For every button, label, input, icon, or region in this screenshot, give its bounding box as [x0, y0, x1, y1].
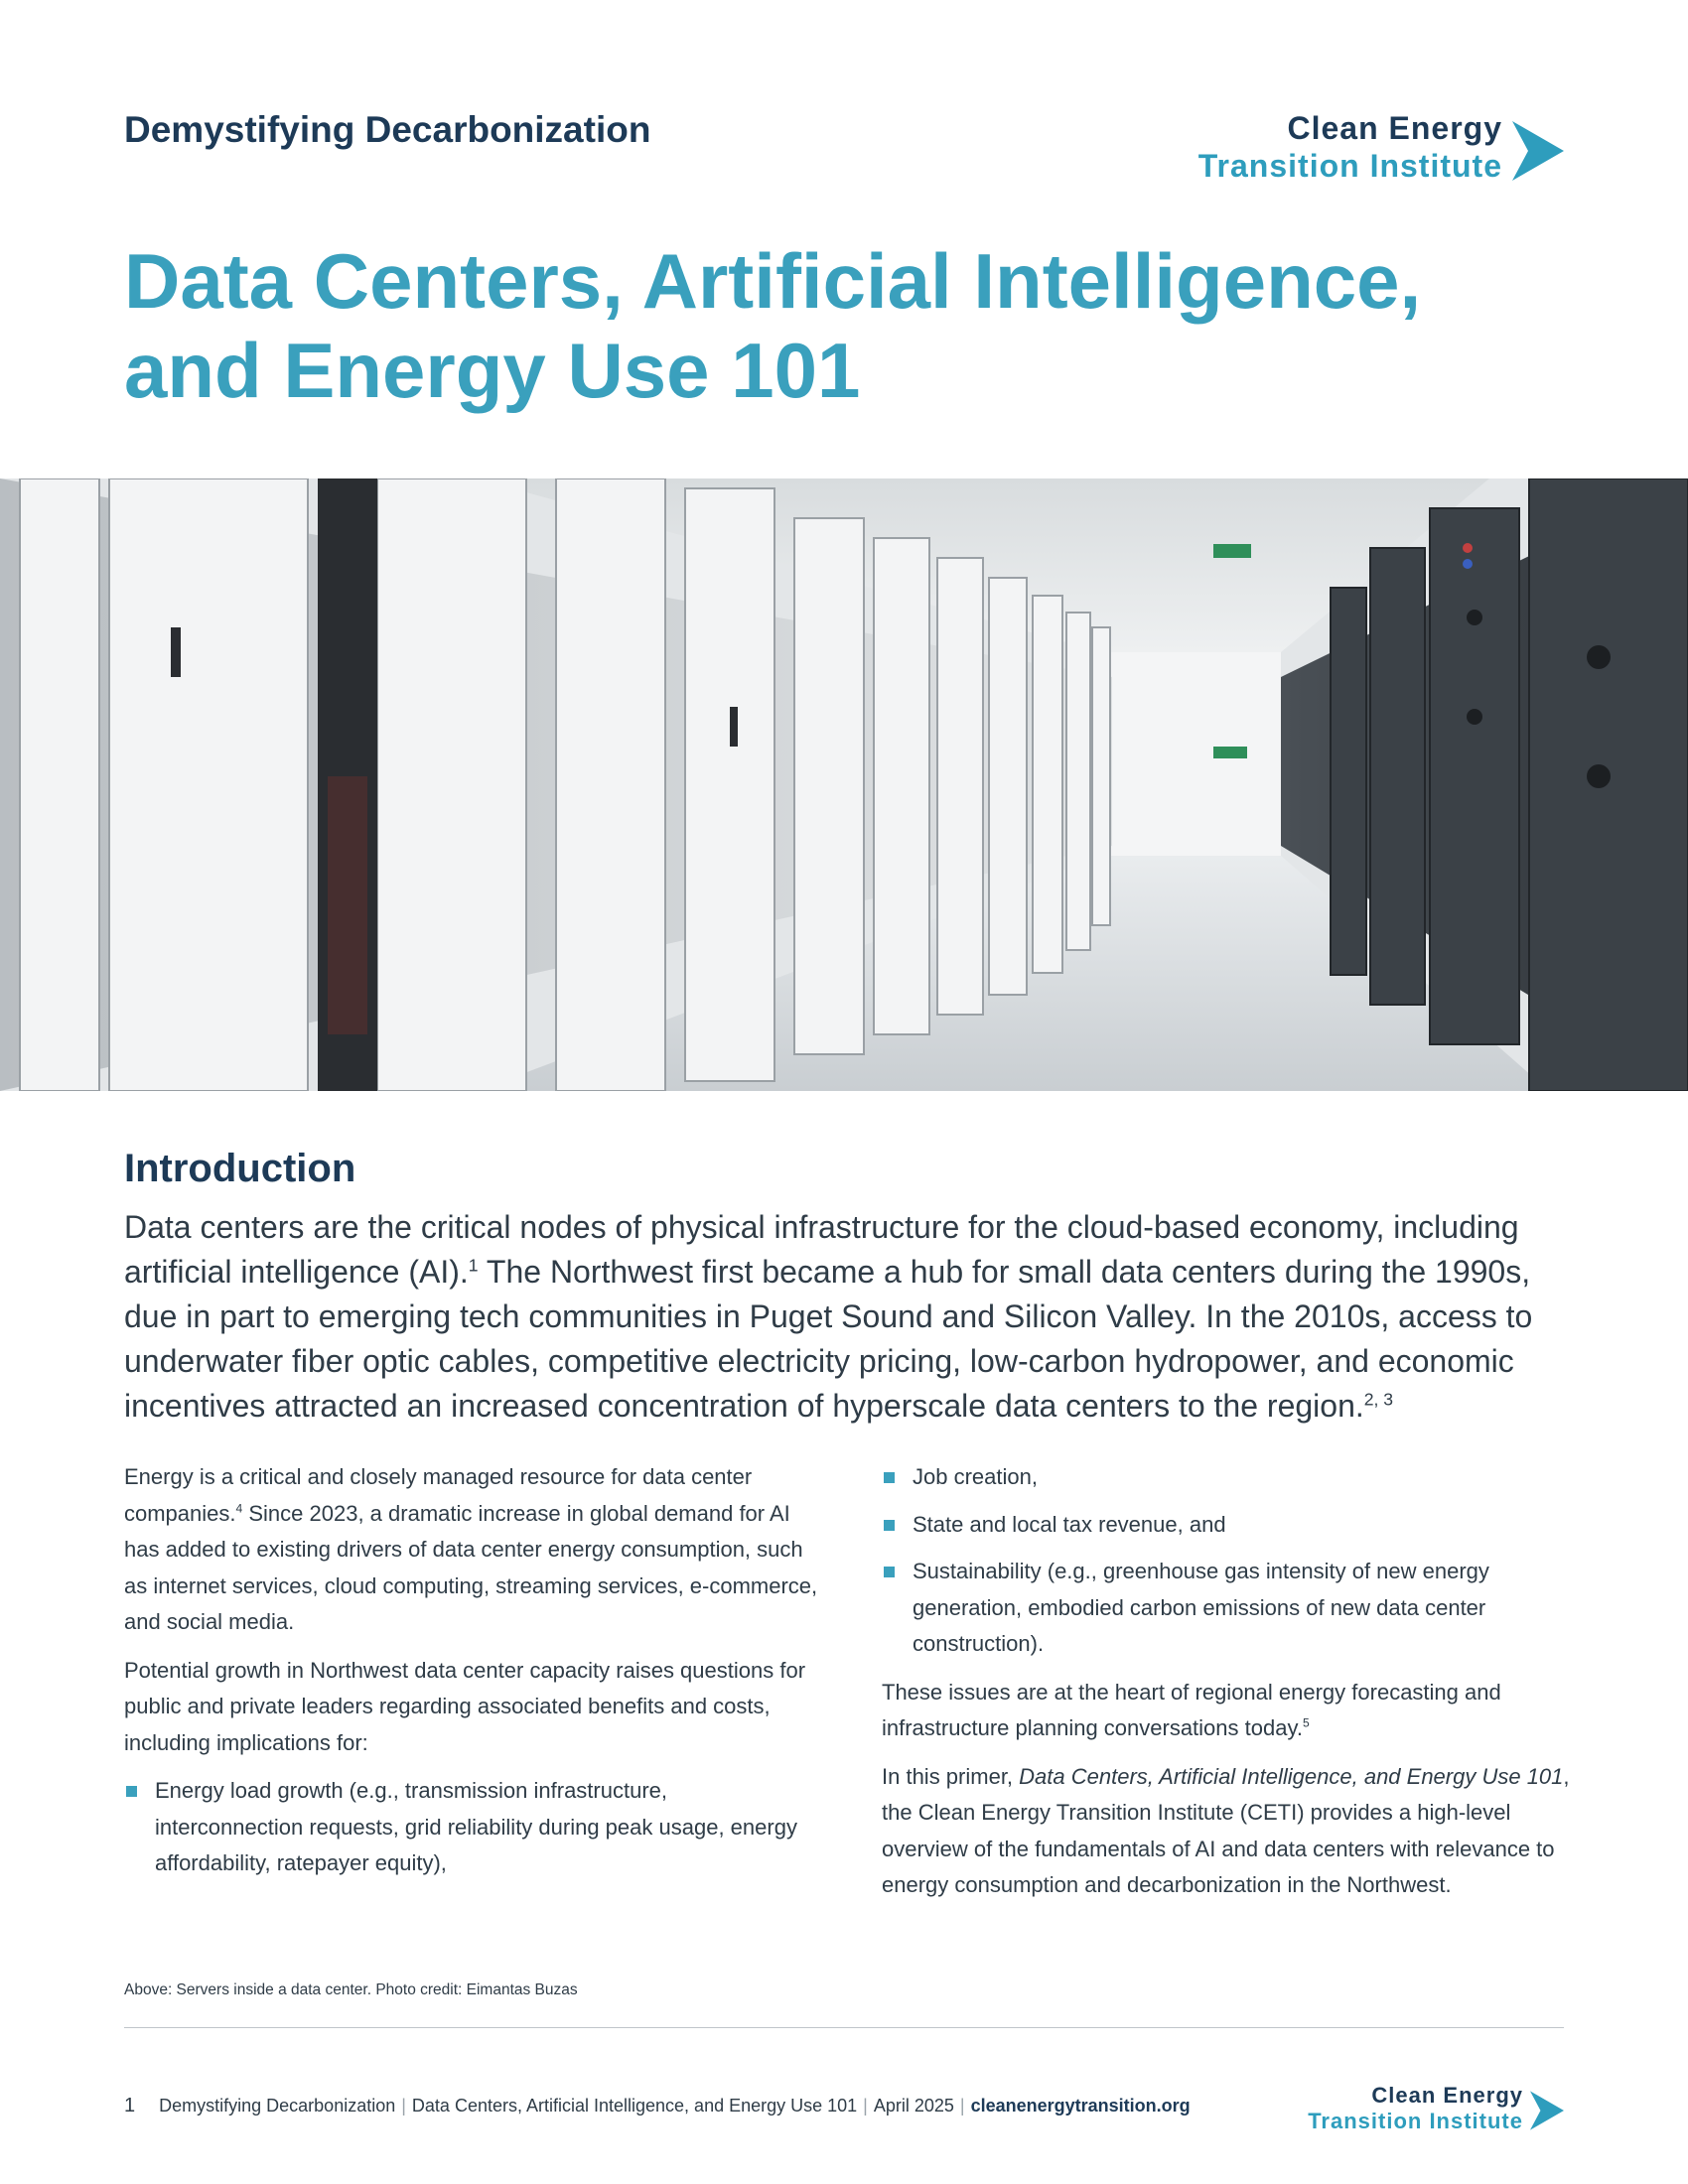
- bullet-square-icon: [884, 1520, 895, 1531]
- right-column: [882, 1459, 1577, 1916]
- footnote-ref-1[interactable]: 1: [468, 1255, 479, 1276]
- list-item: [882, 1554, 1577, 1663]
- footer-separator: |: [863, 2096, 868, 2116]
- footer-url-link[interactable]: cleanenergytransition.org: [970, 2096, 1191, 2116]
- logo-line2: Transition Institute: [1197, 148, 1502, 184]
- hero-photo: [0, 478, 1688, 1091]
- footer-doc-title: Data Centers, Artificial Intelligence, and Energy Use 101: [411, 2096, 858, 2116]
- bullet-square-icon: [126, 1786, 137, 1797]
- list-item: [882, 1459, 1577, 1496]
- ceti-logo-footer: [1308, 2083, 1564, 2134]
- footer-separator: |: [401, 2096, 406, 2116]
- left-column: [124, 1459, 819, 1894]
- page-title: [124, 236, 1594, 415]
- logo-line1: Clean Energy: [1371, 2083, 1523, 2108]
- title-line-1: Data Centers, Artificial Intelligence,: [124, 237, 1422, 325]
- footer-separator: |: [959, 2096, 965, 2116]
- paragraph-issues: [882, 1675, 1577, 1747]
- list-item: [882, 1507, 1577, 1544]
- page-footer: [124, 2095, 1191, 2117]
- p4-text-b: , the Clean Energy Transition Institute (CETI) provides a high-level overview of the fundamentals of AI and data centers with relevance to energy consumption and decarbonization in the Northwest.: [882, 1763, 1570, 1897]
- photo-caption: Above: Servers inside a data center. Photo credit: Eimantas Buzas: [124, 1981, 578, 1998]
- p1-text-a: Energy is a critical and closely managed resource for data center companies.: [124, 1464, 753, 1526]
- lead-text-a: Data centers are the critical nodes of physical infrastructure for the cloud-based economy, including artificial intelligence (AI).: [124, 1209, 1519, 1290]
- bullet-square-icon: [884, 1472, 895, 1483]
- p4-text-a: In this primer,: [882, 1763, 1020, 1789]
- p4-doc-title: Data Centers, Artificial Intelligence, and Energy Use 101: [1019, 1763, 1564, 1789]
- paragraph-energy-resource: [124, 1459, 819, 1641]
- footnote-ref-2-3[interactable]: 2, 3: [1363, 1389, 1394, 1410]
- page-number: 1: [124, 2095, 136, 2116]
- chevron-right-icon: [1530, 2091, 1564, 2130]
- lead-text-b: The Northwest first became a hub for small data centers during the 1990s, due in part to emerging tech communities in Puget Sound and Silicon Valley. In the 2010s, access to underwater fiber optic cables, competitive electricity pricing, low-carbon hydropower, and economic incentives attracted an increased concentration of hyperscale data centers to the region.: [124, 1254, 1533, 1424]
- implications-list: [124, 1773, 819, 1882]
- section-heading-introduction: Introduction: [124, 1147, 356, 1190]
- intro-lead-paragraph: [124, 1205, 1554, 1429]
- implications-list-continued: [882, 1459, 1577, 1663]
- bullet-square-icon: [884, 1567, 895, 1577]
- bullet-text: Sustainability (e.g., greenhouse gas intensity of new energy generation, embodied carbon emissions of new data center construction).: [913, 1559, 1489, 1656]
- bullet-text: State and local tax revenue, and: [913, 1511, 1226, 1537]
- paragraph-growth: Potential growth in Northwest data center capacity raises questions for public and private leaders regarding associated benefits and costs, including implications for:: [124, 1657, 806, 1755]
- logo-line1: Clean Energy: [1287, 110, 1502, 146]
- ceti-logo: [1198, 109, 1564, 185]
- chevron-right-icon: [1512, 121, 1564, 181]
- footnote-ref-4[interactable]: 4: [235, 1501, 243, 1516]
- footer-divider: [124, 2027, 1564, 2028]
- bullet-text: Job creation,: [913, 1464, 1038, 1489]
- footnote-ref-5[interactable]: 5: [1302, 1715, 1310, 1730]
- logo-line2: Transition Institute: [1308, 2109, 1523, 2133]
- p3-text: These issues are at the heart of regional energy forecasting and infrastructure planning conversations today.: [882, 1679, 1501, 1740]
- footer-series: Demystifying Decarbonization: [159, 2096, 396, 2116]
- p1-text-b: Since 2023, a dramatic increase in global demand for AI has added to existing drivers of data center energy consumption, such as internet services, cloud computing, streaming services, e-commerce, and social media.: [124, 1500, 818, 1634]
- paragraph-primer: [882, 1759, 1577, 1904]
- title-line-2: and Energy Use 101: [124, 327, 861, 414]
- list-item: [124, 1773, 819, 1882]
- bullet-text: Energy load growth (e.g., transmission infrastructure, interconnection requests, grid reliability during peak usage, energy affordability, ratepayer equity),: [155, 1778, 797, 1875]
- series-label: Demystifying Decarbonization: [124, 109, 651, 150]
- footer-date: April 2025: [873, 2096, 954, 2116]
